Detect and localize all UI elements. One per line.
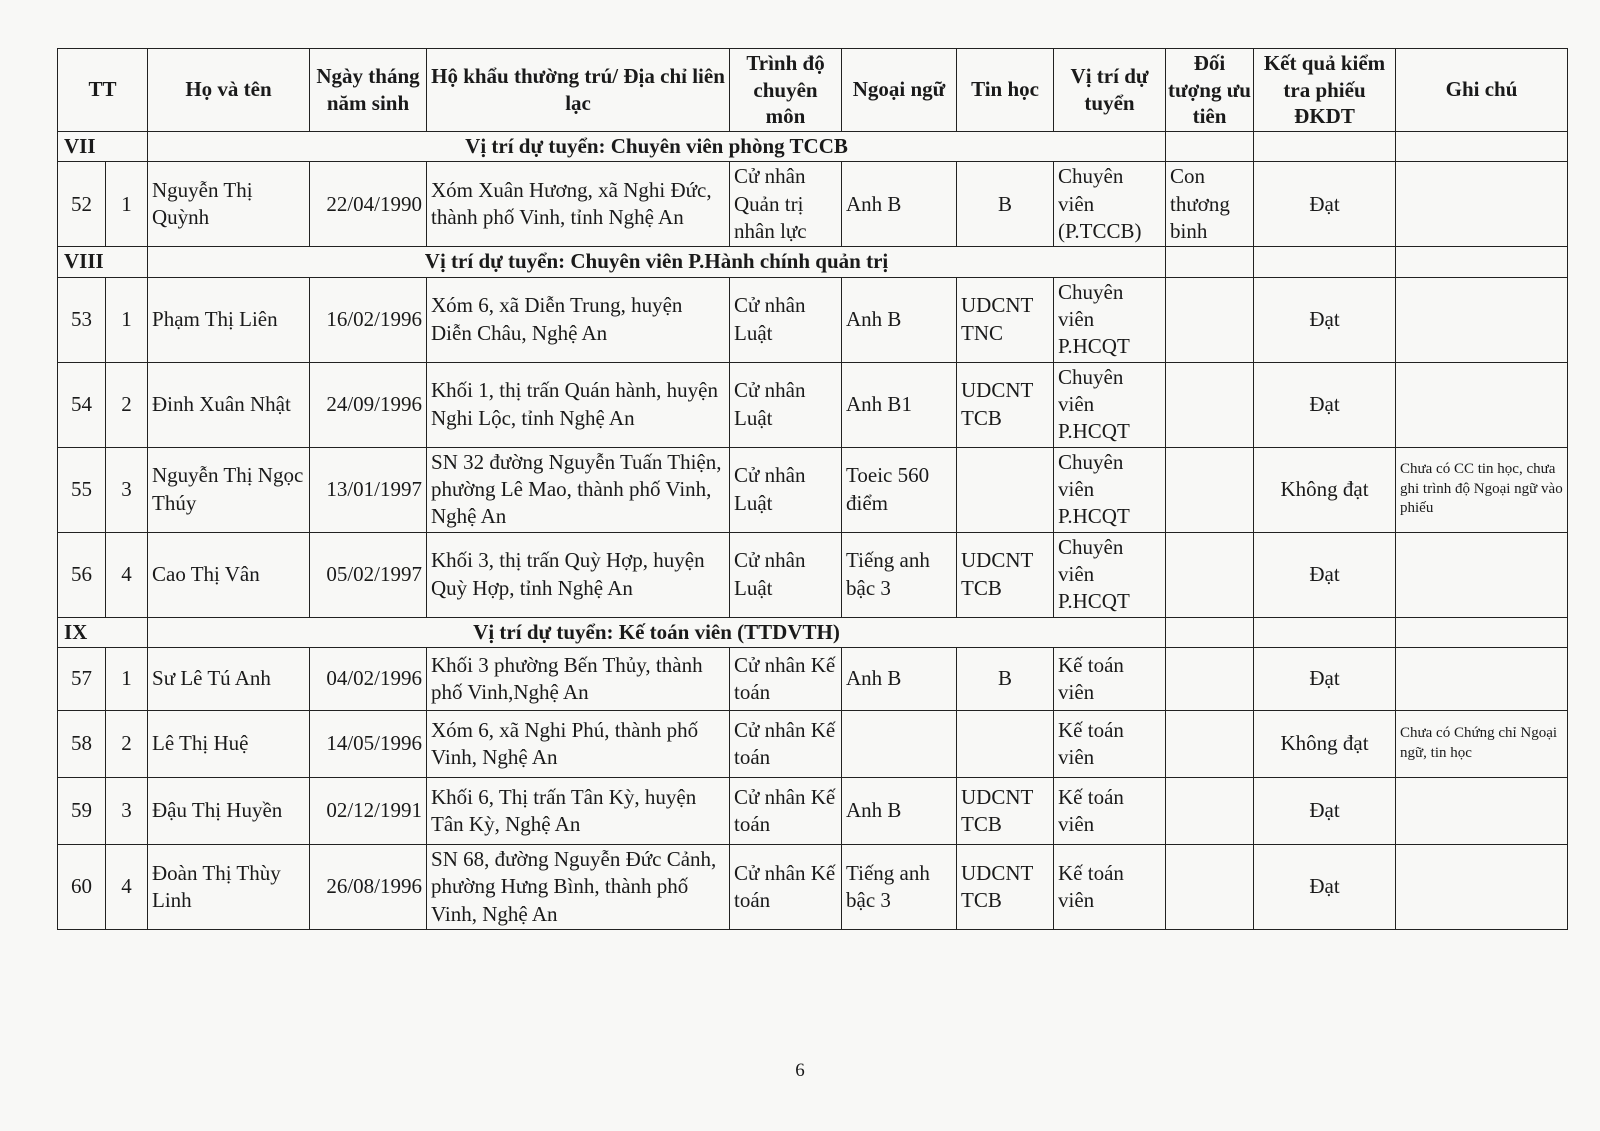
cell-name: Đoàn Thị Thùy Linh [148, 844, 310, 929]
cell-education: Cử nhân Luật [730, 447, 842, 532]
cell-language: Tiếng anh bậc 3 [842, 844, 957, 929]
cell-result: Đạt [1254, 162, 1396, 247]
cell-name: Cao Thị Vân [148, 532, 310, 617]
section-roman: VII [58, 132, 148, 162]
cell-name: Phạm Thị Liên [148, 277, 310, 362]
header-result: Kết quả kiểm tra phiếu ĐKDT [1254, 49, 1396, 132]
cell-address: Xóm 6, xã Nghi Phú, thành phố Vinh, Nghệ An [427, 710, 730, 777]
cell-tt: 53 [58, 277, 106, 362]
cell-stt: 1 [106, 647, 148, 710]
cell-name: Sư Lê Tú Anh [148, 647, 310, 710]
cell-language: Anh B1 [842, 362, 957, 447]
cell-address: Xóm Xuân Hương, xã Nghi Đức, thành phố Vinh, tỉnh Nghệ An [427, 162, 730, 247]
cell-dob: 26/08/1996 [310, 844, 427, 929]
cell-education: Cử nhân Kế toán [730, 777, 842, 844]
cell-dob: 14/05/1996 [310, 710, 427, 777]
header-note: Ghi chú [1396, 49, 1568, 132]
cell-note [1396, 844, 1568, 929]
cell-address: Khối 3, thị trấn Quỳ Hợp, huyện Quỳ Hợp, tỉnh Nghệ An [427, 532, 730, 617]
cell-language: Toeic 560 điểm [842, 447, 957, 532]
cell-result: Đạt [1254, 844, 1396, 929]
header-dob: Ngày tháng năm sinh [310, 49, 427, 132]
cell-tt: 59 [58, 777, 106, 844]
cell-dob: 16/02/1996 [310, 277, 427, 362]
table-header-row [58, 49, 1568, 132]
cell-education: Cử nhân Luật [730, 277, 842, 362]
cell-it: UDCNT TCB [957, 362, 1054, 447]
table-row [58, 162, 1568, 247]
cell-stt: 2 [106, 710, 148, 777]
cell-language: Anh B [842, 777, 957, 844]
cell-note [1396, 162, 1568, 247]
cell-name: Đinh Xuân Nhật [148, 362, 310, 447]
table-row [58, 647, 1568, 710]
cell-result: Không đạt [1254, 710, 1396, 777]
section-roman: IX [58, 617, 148, 647]
cell-dob: 13/01/1997 [310, 447, 427, 532]
cell-note [1396, 777, 1568, 844]
cell-name: Nguyễn Thị Quỳnh [148, 162, 310, 247]
cell-tt: 52 [58, 162, 106, 247]
table-row [58, 710, 1568, 777]
cell-position: Chuyên viên (P.TCCB) [1054, 162, 1166, 247]
cell-address: Xóm 6, xã Diễn Trung, huyện Diễn Châu, Nghệ An [427, 277, 730, 362]
cell-education: Cử nhân Kế toán [730, 710, 842, 777]
cell-priority: Con thương binh [1166, 162, 1254, 247]
table-row [58, 362, 1568, 447]
cell-position: Chuyên viên P.HCQT [1054, 362, 1166, 447]
cell-it [957, 447, 1054, 532]
cell-language: Anh B [842, 162, 957, 247]
cell-result: Đạt [1254, 777, 1396, 844]
header-it: Tin học [957, 49, 1054, 132]
cell-priority [1166, 277, 1254, 362]
cell-position: Chuyên viên P.HCQT [1054, 447, 1166, 532]
cell-name: Nguyễn Thị Ngọc Thúy [148, 447, 310, 532]
cell-position: Kế toán viên [1054, 710, 1166, 777]
cell-dob: 24/09/1996 [310, 362, 427, 447]
cell-it: UDCNT TCB [957, 532, 1054, 617]
section-title: Vị trí dự tuyển: Kế toán viên (TTDVTH) [148, 617, 1166, 647]
cell-it: B [957, 162, 1054, 247]
cell-position: Kế toán viên [1054, 844, 1166, 929]
cell-priority [1166, 532, 1254, 617]
cell-note: Chưa có Chứng chỉ Ngoại ngữ, tin học [1396, 710, 1568, 777]
cell-tt: 54 [58, 362, 106, 447]
cell-note [1396, 647, 1568, 710]
header-position: Vị trí dự tuyển [1054, 49, 1166, 132]
cell-tt: 60 [58, 844, 106, 929]
cell-dob: 04/02/1996 [310, 647, 427, 710]
cell-priority [1166, 844, 1254, 929]
cell-stt: 4 [106, 532, 148, 617]
cell-stt: 3 [106, 777, 148, 844]
table-row [58, 777, 1568, 844]
cell-result: Đạt [1254, 362, 1396, 447]
cell-note [1396, 277, 1568, 362]
cell-education: Cử nhân Kế toán [730, 647, 842, 710]
header-tt: TT [58, 49, 148, 132]
cell-position: Chuyên viên P.HCQT [1054, 277, 1166, 362]
header-name: Họ và tên [148, 49, 310, 132]
section-roman: VIII [58, 247, 148, 277]
cell-education: Cử nhân Quản trị nhân lực [730, 162, 842, 247]
cell-address: Khối 3 phường Bến Thủy, thành phố Vinh,Nghệ An [427, 647, 730, 710]
cell-it: UDCNT TNC [957, 277, 1054, 362]
cell-stt: 2 [106, 362, 148, 447]
cell-address: Khối 1, thị trấn Quán hành, huyện Nghi Lộc, tỉnh Nghệ An [427, 362, 730, 447]
cell-stt: 1 [106, 277, 148, 362]
cell-tt: 55 [58, 447, 106, 532]
cell-note [1396, 532, 1568, 617]
cell-position: Chuyên viên P.HCQT [1054, 532, 1166, 617]
cell-name: Lê Thị Huệ [148, 710, 310, 777]
cell-it: UDCNT TCB [957, 844, 1054, 929]
cell-priority [1166, 362, 1254, 447]
cell-name: Đậu Thị Huyền [148, 777, 310, 844]
cell-language: Anh B [842, 277, 957, 362]
cell-address: Khối 6, Thị trấn Tân Kỳ, huyện Tân Kỳ, Nghệ An [427, 777, 730, 844]
page-number: 6 [795, 1060, 805, 1081]
cell-dob: 02/12/1991 [310, 777, 427, 844]
table-row [58, 277, 1568, 362]
cell-stt: 4 [106, 844, 148, 929]
cell-priority [1166, 777, 1254, 844]
cell-stt: 3 [106, 447, 148, 532]
cell-education: Cử nhân Luật [730, 532, 842, 617]
cell-it [957, 710, 1054, 777]
header-address: Hộ khẩu thường trú/ Địa chỉ liên lạc [427, 49, 730, 132]
header-language: Ngoại ngữ [842, 49, 957, 132]
cell-language: Tiếng anh bậc 3 [842, 532, 957, 617]
cell-address: SN 68, đường Nguyễn Đức Cảnh, phường Hưng Bình, thành phố Vinh, Nghệ An [427, 844, 730, 929]
section-row [58, 132, 1568, 162]
table-row [58, 447, 1568, 532]
cell-it: UDCNT TCB [957, 777, 1054, 844]
section-row [58, 617, 1568, 647]
cell-priority [1166, 647, 1254, 710]
cell-priority [1166, 710, 1254, 777]
cell-result: Đạt [1254, 532, 1396, 617]
cell-result: Đạt [1254, 277, 1396, 362]
section-title: Vị trí dự tuyển: Chuyên viên P.Hành chính quản trị [148, 247, 1166, 277]
cell-priority [1166, 447, 1254, 532]
table-row [58, 844, 1568, 929]
header-priority: Đối tượng ưu tiên [1166, 49, 1254, 132]
candidate-table [57, 48, 1568, 930]
cell-it: B [957, 647, 1054, 710]
cell-tt: 56 [58, 532, 106, 617]
cell-address: SN 32 đường Nguyễn Tuấn Thiện, phường Lê Mao, thành phố Vinh, Nghệ An [427, 447, 730, 532]
cell-language: Anh B [842, 647, 957, 710]
cell-result: Đạt [1254, 647, 1396, 710]
cell-position: Kế toán viên [1054, 777, 1166, 844]
header-education: Trình độ chuyên môn [730, 49, 842, 132]
cell-dob: 22/04/1990 [310, 162, 427, 247]
cell-tt: 58 [58, 710, 106, 777]
cell-result: Không đạt [1254, 447, 1396, 532]
cell-note: Chưa có CC tin học, chưa ghi trình độ Ngoại ngữ vào phiếu [1396, 447, 1568, 532]
section-row [58, 247, 1568, 277]
cell-stt: 1 [106, 162, 148, 247]
cell-education: Cử nhân Luật [730, 362, 842, 447]
table-row [58, 532, 1568, 617]
cell-language [842, 710, 957, 777]
cell-dob: 05/02/1997 [310, 532, 427, 617]
cell-education: Cử nhân Kế toán [730, 844, 842, 929]
cell-note [1396, 362, 1568, 447]
section-title: Vị trí dự tuyển: Chuyên viên phòng TCCB [148, 132, 1166, 162]
cell-position: Kế toán viên [1054, 647, 1166, 710]
cell-tt: 57 [58, 647, 106, 710]
